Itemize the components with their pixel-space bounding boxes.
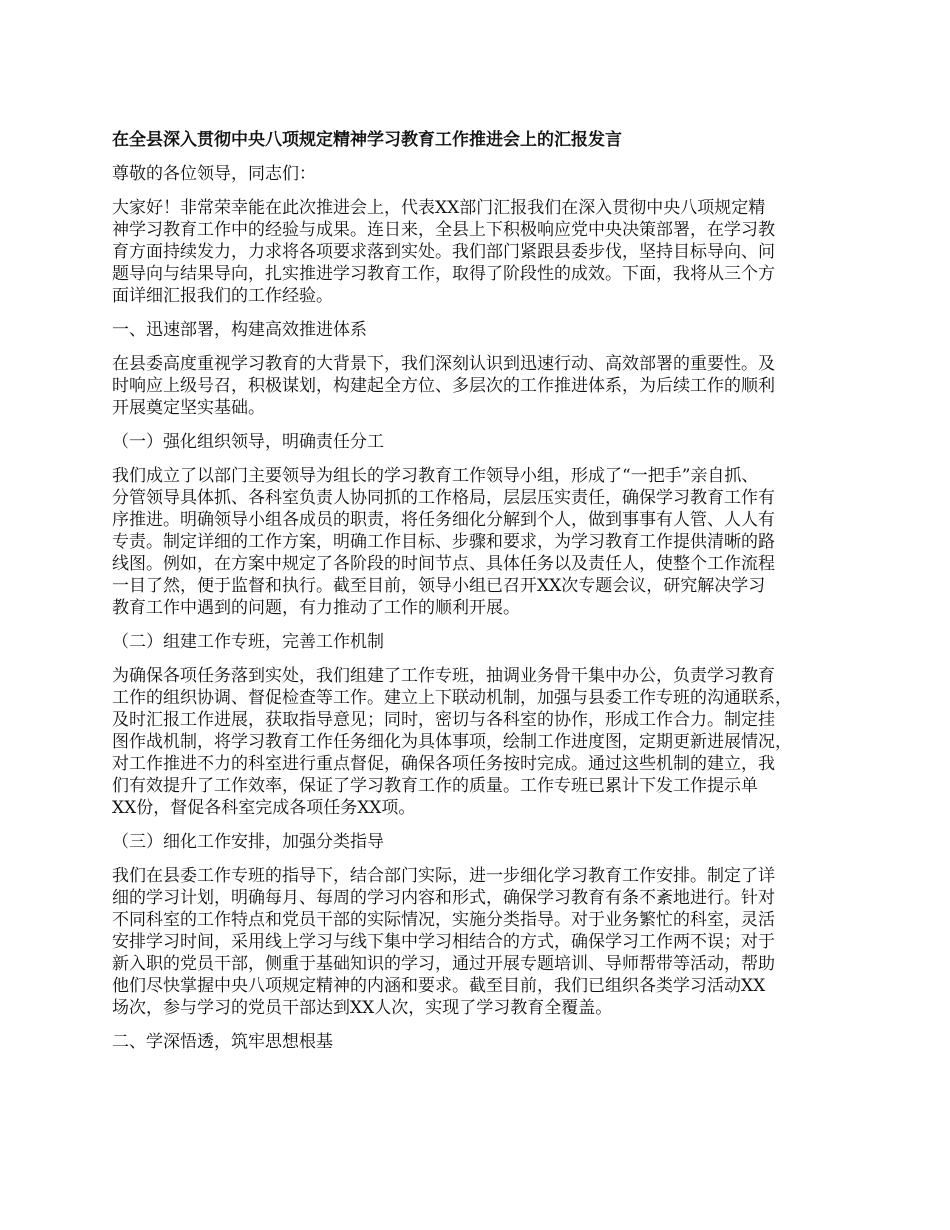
body-paragraph [112,865,857,1019]
text-line: 不同科室的工作特点和党员干部的实际情况，实施分类指导。对于业务繁忙的科室，灵活 [112,910,775,930]
body-paragraph [112,465,857,619]
text-line: 我们在县委工作专班的指导下，结合部门实际，进一步细化学习教育工作安排。制定了详 [112,866,775,886]
subheading-paragraph [112,831,857,853]
body-paragraph [112,353,857,419]
body-paragraph [112,197,857,307]
text-line: 教育工作中遇到的问题，有力推动了工作的顺利开展。 [112,598,520,618]
text-line: （三）细化工作安排，加强分类指导 [112,832,384,852]
text-line: （一）强化组织领导，明确责任分工 [112,432,384,452]
text-line: 时响应上级号召，积极谋划，构建起全方位、多层次的工作推进体系，为后续工作的顺利 [112,376,775,396]
greeting-paragraph [112,163,857,185]
text-line: （二）组建工作专班，完善工作机制 [112,632,384,652]
text-line: 为确保各项任务落到实处，我们组建了工作专班，抽调业务骨干集中办公，负责学习教育 [112,666,775,686]
text-line: 一、迅速部署，构建高效推进体系 [112,320,367,340]
text-line: 对工作推进不力的科室进行重点督促，确保各项任务按时完成。通过这些机制的建立，我 [112,754,775,774]
text-line: 专责。制定详细的工作方案，明确工作目标、步骤和要求，为学习教育工作提供清晰的路 [112,532,775,552]
text-line: 新入职的党员干部，侧重于基础知识的学习，通过开展专题培训、导师帮带等活动，帮助 [112,954,775,974]
text-line: 工作的组织协调、督促检查等工作。建立上下联动机制，加强与县委工作专班的沟通联系， [112,688,792,708]
text-line: 场次，参与学习的党员干部达到XX人次，实现了学习教育全覆盖。 [112,998,613,1018]
text-line: 神学习教育工作中的经验与成果。连日来，全县上下积极响应党中央决策部署，在学习教 [112,220,775,240]
body-paragraph [112,665,857,819]
document-body [112,163,857,1053]
text-line: 一目了然，便于监督和执行。截至目前，领导小组已召开XX次专题会议，研究解决学习 [112,576,766,596]
document-page [112,128,857,1065]
text-line: 开展奠定坚实基础。 [112,398,265,418]
text-line: 面详细汇报我们的工作经验。 [112,286,333,306]
text-line: 及时汇报工作进展，获取指导意见；同时，密切与各科室的协作，形成工作合力。制定挂 [112,710,775,730]
text-line: 们有效提升了工作效率，保证了学习教育工作的质量。工作专班已累计下发工作提示单 [112,776,758,796]
heading-paragraph [112,319,857,341]
text-line: 安排学习时间，采用线上学习与线下集中学习相结合的方式，确保学习工作两不误；对于 [112,932,775,952]
text-line: 分管领导具体抓、各科室负责人协同抓的工作格局，层层压实责任，确保学习教育工作有 [112,488,775,508]
text-line: 尊敬的各位领导，同志们： [112,164,316,184]
subheading-paragraph [112,631,857,653]
text-line: 二、学深悟透，筑牢思想根基 [112,1032,333,1052]
subheading-paragraph [112,431,857,453]
text-line: 图作战机制，将学习教育工作任务细化为具体事项，绘制工作进度图，定期更新进展情况， [112,732,792,752]
text-line: 细的学习计划，明确每月、每周的学习内容和形式，确保学习教育有条不紊地进行。针对 [112,888,775,908]
text-line: 我们成立了以部门主要领导为组长的学习教育工作领导小组，形成了“一把手”亲自抓、 [112,466,759,486]
text-line: 育方面持续发力，力求将各项要求落到实处。我们部门紧跟县委步伐，坚持目标导向、问 [112,242,775,262]
text-line: XX份，督促各科室完成各项任务XX项。 [112,798,416,818]
document-title: 在全县深入贯彻中央八项规定精神学习教育工作推进会上的汇报发言 [112,130,622,150]
text-line: 序推进。明确领导小组各成员的职责，将任务细化分解到个人，做到事事有人管、人人有 [112,510,775,530]
text-line: 大家好！非常荣幸能在此次推进会上，代表XX部门汇报我们在深入贯彻中央八项规定精 [112,198,766,218]
text-line: 在县委高度重视学习教育的大背景下，我们深刻认识到迅速行动、高效部署的重要性。及 [112,354,775,374]
heading-paragraph [112,1031,857,1053]
text-line: 他们尽快掌握中央八项规定精神的内涵和要求。截至目前，我们已组织各类学习活动XX [112,976,766,996]
text-line: 线图。例如，在方案中规定了各阶段的时间节点、具体任务以及责任人，使整个工作流程 [112,554,775,574]
text-line: 题导向与结果导向，扎实推进学习教育工作，取得了阶段性的成效。下面，我将从三个方 [112,264,775,284]
